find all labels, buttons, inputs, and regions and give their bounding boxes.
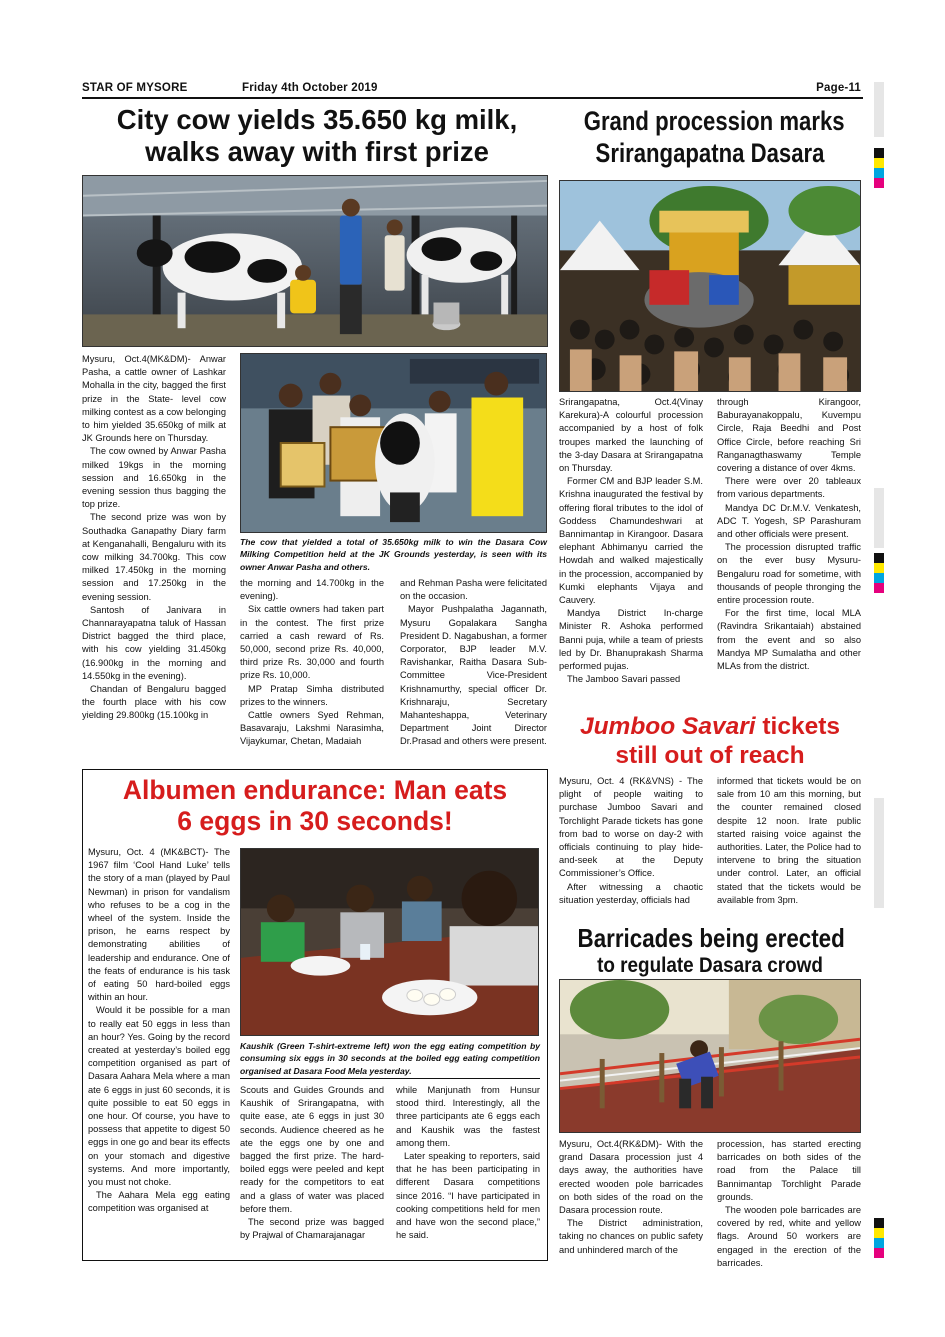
tickets-headline: [556, 713, 864, 771]
procession-col2: [717, 396, 861, 708]
cow-headline: [82, 104, 552, 169]
reg-yellow: [874, 158, 884, 168]
reg-cyan: [874, 1238, 884, 1248]
reg-black: [874, 148, 884, 158]
barricade-photo: [559, 979, 861, 1133]
reg-yellow: [874, 1228, 884, 1238]
procession-headline: [556, 106, 864, 170]
tickets-headline-italic: Jumboo Savari: [579, 713, 756, 740]
egg-col3: [396, 1084, 540, 1256]
reg-yellow: [874, 563, 884, 573]
paragraph: Mandya DC Dr.M.V. Venkatesh, ADC T. Yogesh, SP Parashuram and other officials were present.: [717, 502, 861, 540]
barricade-headline-line2: to regulate Dasara crowd: [597, 953, 823, 977]
paragraph: and Rehman Pasha were felicitated on the occasion.: [400, 578, 547, 602]
tickets-headline-line2: still out of reach: [615, 741, 805, 769]
procession-headline-line1: Grand procession marks: [583, 106, 845, 136]
paragraph: The Jamboo Savari passed: [567, 674, 681, 685]
issue-date: Friday 4th October 2019: [242, 82, 378, 94]
reg-magenta: [874, 178, 884, 188]
paragraph: Cattle owners Syed Rehman, Basavaraju, Lakshmi Narasimha, Vijaykumar, Chetan, Madaiah: [240, 710, 384, 747]
paragraph: The cow owned by Anwar Pasha milked 19kgs in the morning session and 16.650kg in the evening session thus bagging the top prize.: [82, 446, 226, 510]
reg-grey: [874, 82, 884, 137]
reg-cyan: [874, 573, 884, 583]
cow-milking-photo: [82, 175, 548, 347]
reg-cyan: [874, 168, 884, 178]
paragraph: the morning and 14.700kg in the evening).: [240, 578, 384, 602]
procession-col1: [559, 396, 703, 708]
tickets-headline-rest: tickets: [755, 713, 841, 740]
paragraph: while Manjunath from Hunsur stood third. Interestingly, all the three participants ate 6 eggs each and Kaushik was the fastest among them.: [396, 1085, 540, 1148]
paragraph: The procession disrupted traffic on the ever busy Mysuru-Bengaluru road for sometime, with thousands of people thronging the entire procession route.: [717, 542, 861, 606]
reg-black: [874, 1218, 884, 1228]
paragraph: Six cattle owners had taken part in the contest. The first prize carried a cash reward of Rs. 50,000, second prize Rs. 40,000, third prize Rs. 30,000 and fourth prize Rs. 10,000.: [240, 604, 384, 681]
masthead-rule: [82, 97, 863, 99]
reg-grey: [874, 798, 884, 908]
paragraph: The second prize was won by Southadka Ganapathy Diary farm at Kenganahalli, Bengaluru with its cow milking 34.700kg. This cow milked 17.450kg in the morning session and 17.250kg in the evening session.: [82, 512, 226, 602]
paragraph: The District administration, taking no chances on public safety and unhindered march of the: [559, 1218, 703, 1255]
page-number: Page-11: [816, 82, 861, 94]
cow-headline-line1: City cow yields 35.650 kg milk,: [116, 104, 518, 135]
paragraph: The Aahara Mela egg eating competition was organised at: [88, 1190, 230, 1214]
cow-col1: [82, 353, 226, 758]
paragraph: Santosh of Janivara in Channarayapatna taluk of Hassan District bagged the third place, with his cow yielding 31.450kg (16.900kg in the morning and 14.550kg in the evening).: [82, 604, 226, 681]
barricade-col1: [559, 1138, 703, 1268]
reg-magenta: [874, 1248, 884, 1258]
procession-headline-line2: Srirangapatna Dasara: [595, 137, 825, 168]
paragraph: Mysuru, Oct. 4 (RK&VNS) - The plight of people waiting to purchase Jumboo Savari and Torchlight Parade tickets has gone from bad to worse on day-2 with officials continuing to play hide-and-seek at the Deputy Commissioner’s Office.: [559, 776, 703, 879]
paragraph: Mandya District In-charge Minister R. Ashoka performed Banni puja, while a team of priests led by Dr. Bhanuprakash Sharma performed pujas.: [559, 608, 703, 672]
cow-headline-line2: walks away with first prize: [145, 136, 489, 168]
egg-headline-line1: Albumen endurance: Man eats: [122, 775, 508, 805]
tickets-col1: [559, 775, 703, 915]
cow-winner-photo: [240, 353, 547, 533]
paragraph: Former CM and BJP leader S.M. Krishna inaugurated the festival by offering floral tributes to the idol of Goddess Chamundeshwari at Bannimantap in Kirangoor. Dasara elephant Abhimanyu carried the Howdah and walked majestically in the procession, accompanied by Kumki elephants Vijaya and Cauvery.: [559, 476, 703, 606]
cow-photo-caption: The cow that yielded a total of 35.650kg milk to win the Dasara Cow Milking Competition held at the JK Grounds yesterday, is seen with its owner Anwar Pasha and others.: [240, 537, 547, 572]
cow-col2: [240, 577, 384, 759]
barricade-col2: [717, 1138, 861, 1268]
paragraph: The wooden pole barricades are covered by red, white and yellow flags. Around 50 workers are engaged in the erection of the barricades.: [717, 1205, 861, 1268]
paragraph: The second prize was bagged by Prajwal of Chamarajanagar: [240, 1217, 384, 1241]
paragraph: Mysuru, Oct.4(MK&DM)- Anwar Pasha, a cattle owner of Lashkar Mohalla in the city, bagged the first prize in the State- level cow milking contest as a cow belonging to him yielded 35.650kg of milk at JK Grounds here on Thursday.: [82, 354, 226, 444]
egg-photo-caption: Kaushik (Green T-shirt-extreme left) won the egg eating competition by consuming six eggs in 30 seconds at the boiled egg eating competition organised at Dasara Food Mela yesterday.: [240, 1041, 540, 1076]
paragraph: Scouts and Guides Grounds and Kaushik of Srirangapatna, with quite ease, ate 6 eggs in just 30 seconds. Audience cheered as he ate the eggs one by one and bagged the first prize. The hard-boiled eggs were peeled and kept ready for the competitors to eat and a glass of water was placed before them.: [240, 1085, 384, 1214]
paragraph: There were over 20 tableaux from various departments.: [717, 476, 861, 500]
procession-photo: [559, 180, 861, 392]
paragraph: Later speaking to reporters, said that he has been participating in different Dasara competitions since 2016. “I have participated in cooking competitions held for men and have won the second place,” he said.: [396, 1151, 540, 1241]
cow-col3: [400, 577, 547, 759]
paragraph: Mysuru, Oct.4(RK&DM)- With the grand Dasara procession just 4 days away, the authorities have erected wooden pole barricades on both sides of the road on the Dasara procession route.: [559, 1139, 703, 1216]
paragraph: Would it be possible for a man to really eat 50 eggs in less than an hour? Yes. Going by the record created at yesterday’s boiled egg competition organised as part of Dasara Aahara Mela where a man ate 6 eggs in just 60 seconds, it is quite possible to eat 50 eggs in one hour. Of course, you have to possess that appetite to digest 50 eggs in one go and bear its effects on your stomach and digestive systems. And more importantly, you must not choke.: [88, 1005, 230, 1188]
reg-black: [874, 553, 884, 563]
paragraph: procession, has started erecting barricades on both sides of the road from the Palace till Bannimantap Torchlight Parade grounds.: [717, 1139, 861, 1202]
barricade-headline-line1: Barricades being erected: [577, 923, 845, 953]
reg-magenta: [874, 583, 884, 593]
paragraph: informed that tickets would be on sale from 10 am this morning, but the counter remained closed despite 12 noon. Irate public started raising voice against the authorities. Later, the Police had to intervene to bring the situation under control. Later, an official stated that the tickets would be available from 3pm.: [717, 776, 861, 905]
barricade-headline: [556, 923, 864, 978]
egg-eating-photo: [240, 848, 539, 1036]
reg-grey: [874, 488, 884, 548]
paragraph: Mayor Pushpalatha Jagannath, Mysuru Gopalakara Sangha President D. Nagabushan, a former Corporator, BJP leader M.V. Ravishankar, Raitha Dasara Sub-Committee Vice-President Krishnamurthy, special officer Dr. Krishnaraju, Secretary Mahanteshappa, Veterinary Department Joint Director Dr.Prasad and others were present.: [400, 604, 547, 747]
paragraph: through Kirangoor, Baburayanakoppalu, Kuvempu Circle, Raja Beedhi and Post Office Circle, before reaching Sri Ranganagthaswamy Temple covering a distance of over 4kms.: [717, 397, 861, 474]
tickets-col2: [717, 775, 861, 915]
paragraph: Chandan of Bengaluru bagged the fourth place with his cow yielding 29.800kg (15.100kg in: [82, 684, 226, 721]
egg-headline: [86, 775, 544, 838]
paper-name: STAR OF MYSORE: [82, 82, 188, 94]
paragraph: After witnessing a chaotic situation yesterday, officials had: [559, 881, 703, 905]
egg-col1: [88, 846, 230, 1256]
egg-headline-line2: 6 eggs in 30 seconds!: [177, 806, 453, 837]
paragraph: MP Pratap Simha distributed prizes to the winners.: [240, 683, 384, 707]
caption-rule: [240, 1078, 540, 1079]
paragraph: Srirangapatna, Oct.4(Vinay Karekura)-A colourful procession accompanied by a host of folk troupes marked the launching of the 3-day Dasara at Srirangapatna on Thursday.: [559, 397, 703, 474]
paragraph: For the first time, local MLA (Ravindra Srikantaiah) abstained from the event and so also Mandya MP Sumalatha and other MLAs from the district.: [717, 608, 861, 672]
egg-col2: [240, 1084, 384, 1256]
paragraph: Mysuru, Oct. 4 (MK&BCT)- The 1967 film ‘Cool Hand Luke’ tells the story of a man (played by Paul Newman) in prison for vandalism who refuses to be a cog in the wheel of the system. Inside the prison, he earns respect by demonstrating abilities of leadership and endurance. One of the feats of endurance is his task of eating 50 hard-boiled eggs within an hour.: [88, 847, 230, 1003]
